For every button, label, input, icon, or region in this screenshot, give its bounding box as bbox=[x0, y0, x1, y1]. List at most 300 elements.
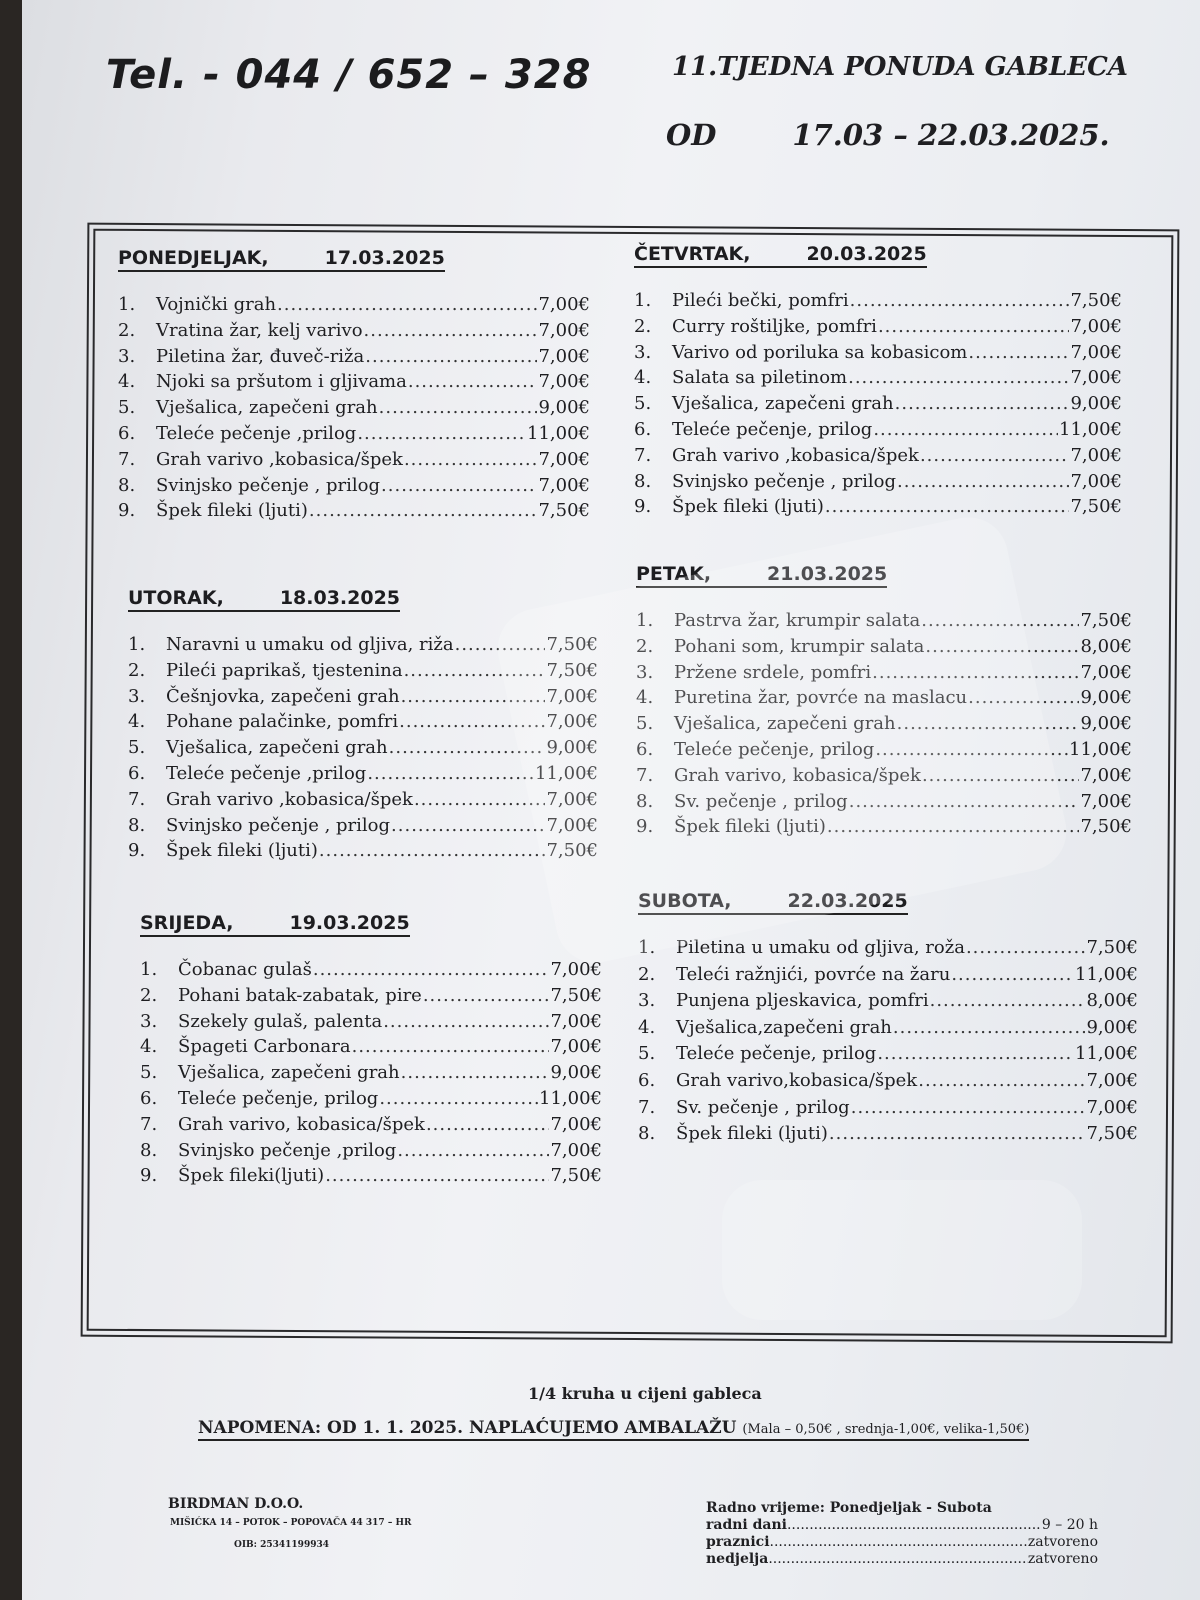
dish-item bbox=[140, 1140, 602, 1166]
dish-item bbox=[140, 985, 602, 1011]
hours-value: zatvoreno bbox=[1027, 1534, 1098, 1550]
dish-price: 7,00€ bbox=[1070, 444, 1122, 466]
dot-leader bbox=[848, 367, 1069, 388]
day-heading bbox=[638, 890, 908, 915]
dish-number: 7. bbox=[128, 788, 146, 810]
dish-item bbox=[636, 636, 1132, 662]
dish-price: 7,00€ bbox=[546, 814, 598, 836]
dish-item bbox=[128, 634, 598, 660]
dot-leader bbox=[401, 686, 546, 707]
dish-number: 7. bbox=[638, 1096, 656, 1118]
dish-name: Češnjovka, zapečeni grah bbox=[166, 685, 400, 707]
dish-number: 8. bbox=[638, 1123, 656, 1145]
dot-leader bbox=[313, 959, 550, 980]
dish-name: Szekely gulaš, palenta bbox=[178, 1010, 383, 1032]
dish-item bbox=[140, 1036, 602, 1062]
dot-leader bbox=[367, 763, 534, 784]
dish-item bbox=[634, 316, 1122, 342]
dish-item bbox=[638, 964, 1138, 991]
dish-item bbox=[140, 1011, 602, 1037]
dish-name: Grah varivo ,kobasica/špek bbox=[672, 444, 919, 466]
dot-leader bbox=[391, 815, 545, 836]
dish-price: 9,00€ bbox=[1086, 1016, 1138, 1038]
dish-name: Piletina žar, đuveč-riža bbox=[156, 345, 365, 367]
dish-name: Pastrva žar, krumpir salata bbox=[674, 610, 921, 631]
dot-leader bbox=[925, 636, 1079, 657]
dish-price: 7,00€ bbox=[550, 1139, 602, 1161]
dish-number: 1. bbox=[128, 634, 146, 655]
dish-name: Teleće pečenje ,prilog bbox=[156, 422, 357, 444]
dish-item bbox=[636, 765, 1132, 791]
dish-number: 8. bbox=[636, 790, 654, 812]
dish-name: Pohani som, krumpir salata bbox=[674, 635, 925, 657]
dish-name: Vješalica, zapečeni grah bbox=[674, 713, 896, 735]
dish-item bbox=[118, 397, 590, 423]
dish-name: Pileći bečki, pomfri bbox=[672, 290, 849, 311]
dish-list bbox=[636, 610, 1132, 842]
dish-name: Vješalica, zapečeni grah bbox=[178, 1062, 400, 1084]
dish-price: 7,00€ bbox=[538, 294, 590, 315]
dot-leader bbox=[897, 713, 1080, 734]
dish-number: 5. bbox=[634, 393, 652, 415]
dish-number: 2. bbox=[128, 659, 146, 681]
dot-leader bbox=[875, 739, 1068, 760]
dish-number: 4. bbox=[636, 687, 654, 709]
dot-leader bbox=[930, 990, 1086, 1011]
dish-price: 7,00€ bbox=[1070, 470, 1122, 492]
dot-leader bbox=[379, 1088, 538, 1109]
dish-price: 7,00€ bbox=[1086, 1096, 1138, 1118]
dot-leader bbox=[966, 937, 1086, 958]
dish-name: Vješalica,zapečeni grah bbox=[676, 1016, 892, 1038]
dish-number: 2. bbox=[634, 315, 652, 337]
dish-number: 3. bbox=[634, 341, 652, 363]
dish-number: 8. bbox=[634, 470, 652, 492]
dish-price: 7,00€ bbox=[546, 685, 598, 707]
dish-price: 8,00€ bbox=[1080, 635, 1132, 657]
day-date: 22.03.2025 bbox=[787, 890, 908, 912]
dish-price: 7,00€ bbox=[538, 371, 590, 393]
dish-item bbox=[634, 471, 1122, 497]
dish-number: 3. bbox=[118, 345, 136, 367]
dish-item bbox=[118, 294, 590, 320]
dish-number: 3. bbox=[638, 990, 656, 1012]
dish-number: 6. bbox=[636, 738, 654, 760]
hours-label: radni dani bbox=[706, 1517, 787, 1533]
dish-price: 9,00€ bbox=[546, 737, 598, 759]
dish-price: 7,00€ bbox=[550, 1036, 602, 1058]
dot-leader bbox=[408, 371, 538, 392]
dish-name: Vješalica, zapečeni grah bbox=[156, 397, 378, 419]
dish-price: 9,00€ bbox=[550, 1062, 602, 1084]
dish-name: Grah varivo, kobasica/špek bbox=[178, 1113, 425, 1135]
dish-number: 5. bbox=[128, 737, 146, 759]
dish-number: 9. bbox=[634, 496, 652, 518]
dot-leader bbox=[873, 419, 1058, 440]
dish-price: 7,00€ bbox=[538, 448, 590, 470]
dish-item bbox=[128, 763, 598, 789]
packaging-prices: (Mala – 0,50€ , srednja-1,00€, velika-1,50€) bbox=[742, 1422, 1030, 1437]
dish-item bbox=[118, 346, 590, 372]
dish-item bbox=[140, 1088, 602, 1114]
hours-title-text: Radno vrijeme: Ponedjeljak - Subota bbox=[706, 1500, 992, 1516]
dish-number: 8. bbox=[140, 1139, 158, 1161]
day-date: 19.03.2025 bbox=[289, 912, 410, 934]
dot-leader bbox=[277, 294, 537, 315]
dish-name: Varivo od poriluka sa kobasicom bbox=[672, 341, 968, 363]
od-label: OD bbox=[666, 118, 717, 152]
dish-name: Teleće pečenje ,prilog bbox=[166, 762, 367, 784]
dish-item bbox=[638, 1097, 1138, 1124]
dot-leader bbox=[365, 346, 537, 367]
dish-price: 7,00€ bbox=[1070, 315, 1122, 337]
dot-leader bbox=[399, 711, 545, 732]
dish-item bbox=[636, 816, 1132, 842]
dish-price: 9,00€ bbox=[1070, 393, 1122, 415]
dot-leader bbox=[455, 634, 546, 655]
dish-name: Pohani batak-zabatak, pire bbox=[178, 984, 422, 1006]
dish-name: Vješalica, zapečeni grah bbox=[672, 393, 894, 415]
dish-name: Punjena pljeskavica, pomfri bbox=[676, 990, 929, 1012]
dish-price: 7,50€ bbox=[1080, 610, 1132, 631]
dish-name: Teleći ražnjići, povrće na žaru bbox=[676, 963, 951, 985]
dish-list bbox=[118, 294, 590, 526]
day-heading bbox=[118, 247, 445, 272]
dot-leader bbox=[922, 765, 1080, 786]
dish-price: 7,50€ bbox=[1080, 816, 1132, 838]
day-block-thursday bbox=[634, 243, 1122, 522]
dot-leader bbox=[381, 475, 537, 496]
hours-row bbox=[706, 1551, 1098, 1568]
dish-price: 7,00€ bbox=[1070, 341, 1122, 363]
dish-number: 4. bbox=[634, 367, 652, 389]
dish-number: 1. bbox=[638, 937, 656, 958]
dish-price: 9,00€ bbox=[1080, 687, 1132, 709]
opening-hours bbox=[706, 1500, 1098, 1568]
day-name: UTORAK, bbox=[128, 587, 224, 609]
day-block-tuesday bbox=[128, 587, 598, 866]
dish-item bbox=[118, 371, 590, 397]
dish-price: 7,00€ bbox=[1080, 790, 1132, 812]
dish-name: Špek fileki (ljuti) bbox=[166, 840, 318, 862]
dish-number: 9. bbox=[128, 840, 146, 862]
dish-name: Teleće pečenje, prilog bbox=[178, 1087, 379, 1109]
dish-number: 4. bbox=[128, 711, 146, 733]
dish-price: 7,00€ bbox=[538, 319, 590, 341]
dot-leader bbox=[397, 1140, 549, 1161]
dot-leader bbox=[309, 500, 538, 521]
dot-leader bbox=[951, 964, 1074, 985]
dish-number: 9. bbox=[140, 1165, 158, 1187]
dish-name: Špek fileki (ljuti) bbox=[156, 500, 308, 522]
dish-number: 7. bbox=[634, 444, 652, 466]
dish-name: Piletina u umaku od gljiva, roža bbox=[676, 937, 965, 958]
dish-item bbox=[636, 739, 1132, 765]
dish-number: 7. bbox=[118, 448, 136, 470]
dish-number: 1. bbox=[118, 294, 136, 315]
dish-item bbox=[128, 840, 598, 866]
menu-sheet bbox=[22, 0, 1200, 1600]
dot-leader bbox=[921, 610, 1079, 631]
dish-item bbox=[634, 290, 1122, 316]
dish-name: Svinjsko pečenje , prilog bbox=[166, 814, 391, 836]
dish-price: 7,50€ bbox=[538, 500, 590, 522]
dish-item bbox=[638, 1123, 1138, 1150]
hours-value: 9 – 20 h bbox=[1041, 1517, 1098, 1533]
dish-item bbox=[634, 342, 1122, 368]
day-date: 21.03.2025 bbox=[767, 563, 888, 585]
company-name: BIRDMAN D.O.O. bbox=[168, 1496, 304, 1512]
dish-name: Grah varivo, kobasica/špek bbox=[674, 764, 921, 786]
dish-price: 7,00€ bbox=[1086, 1069, 1138, 1091]
dish-list bbox=[140, 959, 602, 1191]
dish-number: 8. bbox=[118, 474, 136, 496]
dish-number: 9. bbox=[118, 500, 136, 522]
dish-name: Grah varivo ,kobasica/špek bbox=[166, 788, 413, 810]
dish-price: 7,00€ bbox=[538, 474, 590, 496]
dish-item bbox=[636, 713, 1132, 739]
dish-name: Špek fileki(ljuti) bbox=[178, 1165, 325, 1187]
dish-number: 3. bbox=[140, 1010, 158, 1032]
dish-price: 7,00€ bbox=[1070, 367, 1122, 389]
dish-name: Puretina žar, povrće na maslacu bbox=[674, 687, 968, 709]
dot-leader bbox=[825, 496, 1070, 517]
dish-price: 7,00€ bbox=[546, 711, 598, 733]
dish-name: Curry roštiljke, pomfri bbox=[672, 315, 877, 337]
dot-leader bbox=[893, 1017, 1086, 1038]
dish-price: 7,50€ bbox=[550, 1165, 602, 1187]
dot-leader bbox=[357, 423, 526, 444]
dish-price: 7,00€ bbox=[550, 959, 602, 980]
dot-leader bbox=[849, 791, 1080, 812]
dish-item bbox=[634, 393, 1122, 419]
dot-leader bbox=[918, 1070, 1085, 1091]
dish-number: 4. bbox=[140, 1036, 158, 1058]
day-name: PONEDJELJAK, bbox=[118, 247, 269, 269]
dish-name: Sv. pečenje , prilog bbox=[676, 1096, 850, 1118]
dish-item bbox=[636, 610, 1132, 636]
dish-price: 7,00€ bbox=[550, 1113, 602, 1135]
dish-number: 7. bbox=[140, 1113, 158, 1135]
dish-item bbox=[140, 1062, 602, 1088]
day-date: 20.03.2025 bbox=[806, 243, 927, 265]
dish-item bbox=[636, 687, 1132, 713]
dish-name: Grah varivo ,kobasica/špek bbox=[156, 448, 403, 470]
dish-item bbox=[128, 686, 598, 712]
dish-price: 11,00€ bbox=[539, 1087, 602, 1109]
date-range bbox=[666, 118, 1110, 152]
dish-item bbox=[128, 815, 598, 841]
dish-price: 7,50€ bbox=[546, 840, 598, 862]
dish-item bbox=[128, 789, 598, 815]
dot-leader bbox=[968, 687, 1079, 708]
dot-leader bbox=[829, 1123, 1086, 1144]
day-name: SUBOTA, bbox=[638, 890, 732, 912]
dish-name: Špek fileki (ljuti) bbox=[676, 1123, 828, 1145]
dish-name: Špek fileki (ljuti) bbox=[674, 816, 826, 838]
day-date: 17.03.2025 bbox=[324, 247, 445, 269]
dish-name: Pileći paprikaš, tjestenina bbox=[166, 659, 403, 681]
dish-item bbox=[118, 449, 590, 475]
dish-name: Sv. pečenje , prilog bbox=[674, 790, 848, 812]
dish-price: 7,00€ bbox=[550, 1010, 602, 1032]
dot-leader bbox=[364, 320, 538, 341]
dish-item bbox=[638, 1043, 1138, 1070]
hours-label: praznici bbox=[706, 1534, 770, 1550]
dot-leader bbox=[878, 316, 1070, 337]
bread-note: 1/4 kruha u cijeni gableca bbox=[528, 1384, 762, 1403]
dish-name: Čobanac gulaš bbox=[178, 959, 312, 980]
dot-leader bbox=[851, 1097, 1086, 1118]
dish-price: 9,00€ bbox=[1080, 713, 1132, 735]
dish-item bbox=[118, 320, 590, 346]
dot-leader bbox=[426, 1114, 550, 1135]
dish-name: Svinjsko pečenje , prilog bbox=[156, 474, 381, 496]
dish-name: Teleće pečenje, prilog bbox=[674, 738, 875, 760]
dish-item bbox=[638, 937, 1138, 964]
dish-number: 8. bbox=[128, 814, 146, 836]
dish-item bbox=[634, 419, 1122, 445]
dish-item bbox=[140, 1165, 602, 1191]
dish-name: Špageti Carbonara bbox=[178, 1036, 351, 1058]
dish-number: 6. bbox=[634, 418, 652, 440]
day-heading bbox=[634, 243, 927, 268]
packaging-note-text: NAPOMENA: OD 1. 1. 2025. NAPLAĆUJEMO AMBALAŽU bbox=[198, 1418, 737, 1438]
dot-leader bbox=[872, 662, 1079, 683]
dish-number: 2. bbox=[140, 984, 158, 1006]
hours-row bbox=[706, 1517, 1098, 1534]
dish-item bbox=[636, 791, 1132, 817]
hours-label: nedjelja bbox=[706, 1551, 769, 1567]
day-heading bbox=[128, 587, 400, 612]
dish-name: Njoki sa pršutom i gljivama bbox=[156, 371, 407, 393]
dish-item bbox=[118, 423, 590, 449]
company-address: MIŠIĆKA 14 – POTOK – POPOVAČA 44 317 – HR bbox=[170, 1518, 412, 1528]
dish-number: 6. bbox=[128, 762, 146, 784]
dish-name: Teleće pečenje, prilog bbox=[676, 1043, 877, 1065]
dish-price: 8,00€ bbox=[1086, 990, 1138, 1012]
dish-item bbox=[118, 500, 590, 526]
dish-number: 5. bbox=[636, 713, 654, 735]
dish-price: 9,00€ bbox=[538, 397, 590, 419]
dot-leader bbox=[968, 342, 1069, 363]
day-block-wednesday bbox=[140, 912, 602, 1191]
dish-price: 7,50€ bbox=[1070, 290, 1122, 311]
dot-leader bbox=[383, 1011, 549, 1032]
date-range-value: 17.03 – 22.03.2025. bbox=[792, 118, 1110, 152]
dish-number: 6. bbox=[140, 1087, 158, 1109]
hours-row bbox=[706, 1534, 1098, 1551]
dish-item bbox=[634, 367, 1122, 393]
day-block-saturday bbox=[638, 890, 1138, 1150]
dish-item bbox=[140, 1114, 602, 1140]
dish-price: 7,00€ bbox=[546, 788, 598, 810]
dish-name: Naravni u umaku od gljiva, riža bbox=[166, 634, 454, 655]
dish-number: 2. bbox=[638, 963, 656, 985]
dot-leader bbox=[920, 445, 1070, 466]
dish-name: Pržene srdele, pomfri bbox=[674, 661, 872, 683]
dish-number: 4. bbox=[638, 1016, 656, 1038]
dish-name: Teleće pečenje, prilog bbox=[672, 418, 873, 440]
dish-price: 7,00€ bbox=[538, 345, 590, 367]
menu-title: 11.TJEDNA PONUDA GABLECA bbox=[672, 52, 1128, 82]
dish-number: 5. bbox=[140, 1062, 158, 1084]
dish-list bbox=[634, 290, 1122, 522]
dish-number: 2. bbox=[118, 319, 136, 341]
dish-name: Vojnički grah bbox=[156, 294, 277, 315]
dish-item bbox=[636, 662, 1132, 688]
dish-name: Špek fileki (ljuti) bbox=[672, 496, 824, 518]
dish-name: Salata sa piletinom bbox=[672, 367, 848, 389]
phone-number: Tel. - 044 / 652 – 328 bbox=[106, 52, 592, 98]
dish-number: 5. bbox=[638, 1043, 656, 1065]
company-oib: OIB: 25341199934 bbox=[234, 1540, 329, 1550]
dish-number: 2. bbox=[636, 635, 654, 657]
dish-item bbox=[634, 496, 1122, 522]
dish-number: 4. bbox=[118, 371, 136, 393]
dot-leader bbox=[897, 471, 1069, 492]
day-date: 18.03.2025 bbox=[279, 587, 401, 609]
dish-name: Vješalica, zapečeni grah bbox=[166, 737, 388, 759]
day-block-friday bbox=[636, 563, 1132, 842]
dish-name: Svinjsko pečenje , prilog bbox=[672, 470, 897, 492]
dish-list bbox=[128, 634, 598, 866]
dish-item bbox=[128, 660, 598, 686]
dish-price: 11,00€ bbox=[1059, 418, 1122, 440]
dish-name: Grah varivo,kobasica/špek bbox=[676, 1069, 918, 1091]
dish-price: 11,00€ bbox=[1069, 738, 1132, 760]
dish-list bbox=[638, 937, 1138, 1150]
hours-title bbox=[706, 1500, 1098, 1517]
dish-price: 7,00€ bbox=[1080, 764, 1132, 786]
day-block-monday bbox=[118, 247, 590, 526]
dish-number: 3. bbox=[128, 685, 146, 707]
dish-price: 7,50€ bbox=[546, 634, 598, 655]
dish-number: 6. bbox=[118, 422, 136, 444]
dish-item bbox=[634, 445, 1122, 471]
dish-price: 7,50€ bbox=[1086, 1123, 1138, 1145]
dot-leader bbox=[389, 737, 546, 758]
dish-price: 7,50€ bbox=[1086, 937, 1138, 958]
day-name: SRIJEDA, bbox=[140, 912, 234, 934]
dot-leader bbox=[404, 660, 546, 681]
dish-price: 7,00€ bbox=[1080, 661, 1132, 683]
dot-leader bbox=[895, 393, 1070, 414]
hours-value: zatvoreno bbox=[1027, 1551, 1098, 1567]
dish-item bbox=[638, 1070, 1138, 1097]
dot-leader bbox=[325, 1165, 549, 1186]
dish-number: 1. bbox=[636, 610, 654, 631]
dish-number: 6. bbox=[638, 1069, 656, 1091]
dish-name: Pohane palačinke, pomfri bbox=[166, 711, 399, 733]
dot-leader bbox=[877, 1043, 1074, 1064]
dish-price: 11,00€ bbox=[1075, 1043, 1138, 1065]
dot-leader bbox=[850, 290, 1070, 311]
dish-item bbox=[128, 737, 598, 763]
dish-number: 1. bbox=[634, 290, 652, 311]
dish-name: Svinjsko pečenje ,prilog bbox=[178, 1139, 397, 1161]
dot-leader bbox=[423, 985, 550, 1006]
dish-price: 7,50€ bbox=[546, 659, 598, 681]
dish-name: Vratina žar, kelj varivo bbox=[156, 319, 363, 341]
dish-number: 7. bbox=[636, 764, 654, 786]
packaging-note bbox=[198, 1418, 1029, 1441]
day-heading bbox=[140, 912, 410, 937]
dot-leader bbox=[352, 1036, 550, 1057]
dot-leader bbox=[379, 397, 538, 418]
dish-item bbox=[118, 475, 590, 501]
day-heading bbox=[636, 563, 887, 588]
